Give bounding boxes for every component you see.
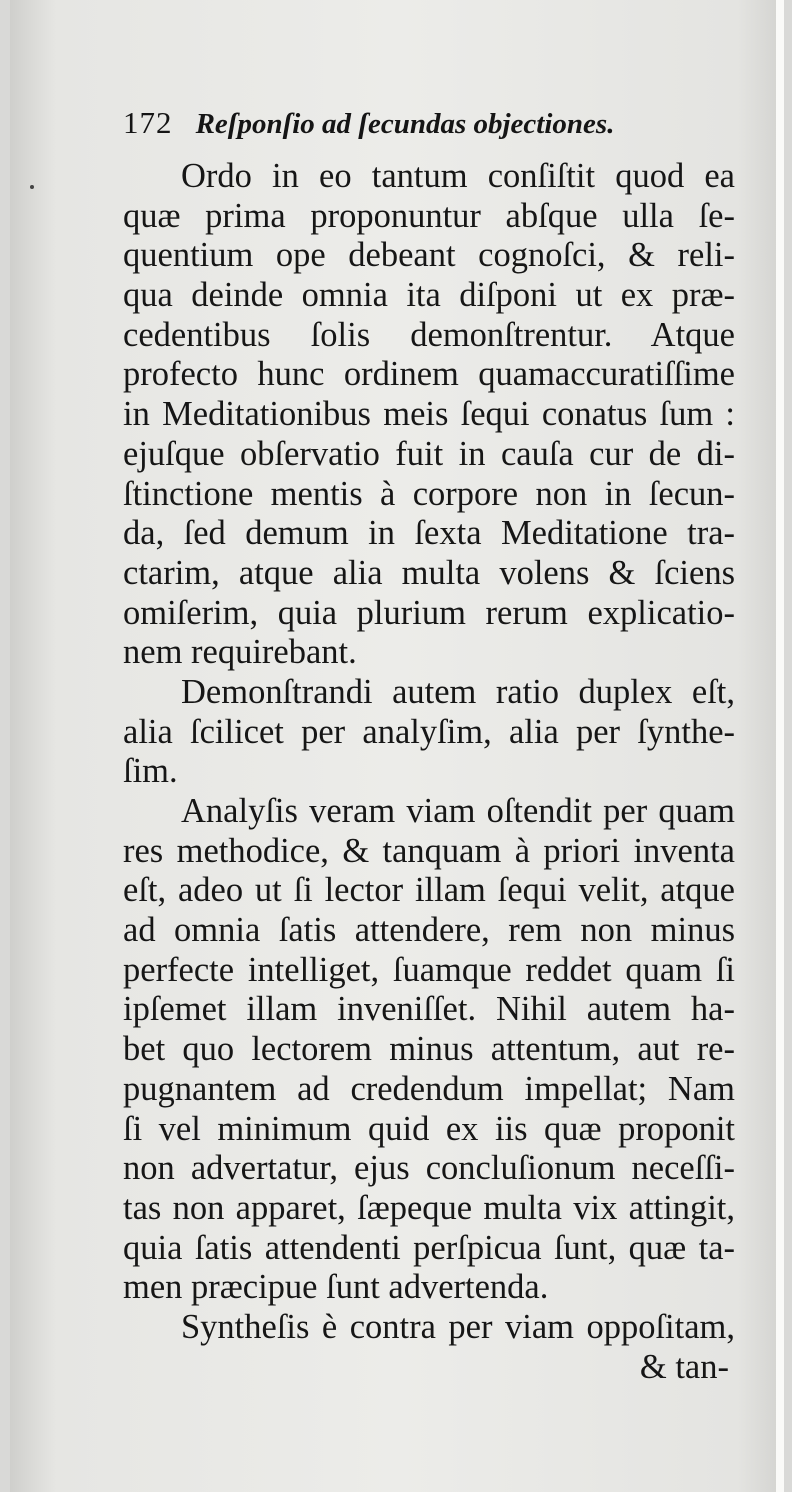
text-line: profecto hunc ordinem quamaccuratiſſime: [123, 355, 735, 394]
text-line: Syntheſis è contra per viam oppoſitam,: [181, 1307, 735, 1346]
text-line: quæ prima proponuntur abſque ulla ſe-: [123, 196, 735, 235]
text-line: pugnantem ad credendum impellat; Nam: [123, 1069, 735, 1108]
text-line: Ordo in eo tantum conſiſtit quod ea: [181, 157, 735, 195]
text-line: ejuſque obſervatio fuit in cauſa cur de di-: [123, 434, 735, 473]
body-text: [123, 157, 735, 1387]
text-line: quia ſatis attendenti perſpicua ſunt, quæ ta-: [123, 1228, 735, 1267]
text-line: cedentibus ſolis demonſtrentur. Atque: [123, 315, 735, 354]
text-line: res methodice, & tanquam à priori inventa: [123, 831, 735, 870]
text-line: Analyſis veram viam oſtendit per quam: [181, 792, 735, 830]
text-line: ſi vel minimum quid ex iis quæ proponit: [123, 1109, 735, 1148]
running-title: Reſponſio ad ſecundas objectiones.: [195, 108, 615, 140]
catchword: & tan-: [639, 1347, 729, 1386]
text-line: Demonſtrandi autem ratio duplex eſt,: [181, 672, 735, 711]
text-line: ctarim, atque alia multa volens & ſciens: [123, 553, 735, 592]
running-head: [123, 105, 763, 155]
book-page: [10, 0, 784, 1492]
text-line: omiſerim, quia plurium rerum explicatio-: [123, 593, 735, 632]
text-line: in Meditationibus meis ſequi conatus ſum :: [123, 395, 735, 434]
text-line: nem requirebant.: [123, 633, 357, 672]
text-line: ad omnia ſatis attendere, rem non minus: [123, 911, 735, 950]
page-edge: [776, 0, 784, 1492]
text-line: perfecte intelliget, ſuamque reddet quam ſi: [123, 950, 735, 989]
text-line: ſtinctione mentis à corpore non in ſecun-: [123, 474, 735, 513]
text-line: qua deinde omnia ita diſponi ut ex præ-: [123, 276, 735, 315]
text-line: men præcipue ſunt advertenda.: [123, 1268, 549, 1307]
text-line: ſim.: [123, 752, 178, 791]
text-line: quentium ope debeant cognoſci, & reli-: [123, 236, 735, 275]
ink-speck: [30, 185, 34, 189]
text-line: non advertatur, ejus concluſionum neceſſi-: [123, 1149, 735, 1188]
text-line: alia ſcilicet per analyſim, alia per ſynthe-: [123, 712, 735, 751]
text-line: eſt, adeo ut ſi lector illam ſequi velit, atque: [123, 871, 735, 910]
text-line: bet quo lectorem minus attentum, aut re-: [123, 1030, 735, 1069]
text-line: da, ſed demum in ſexta Meditatione tra-: [123, 514, 735, 553]
text-line: tas non apparet, ſæpeque multa vix attingit,: [123, 1188, 735, 1227]
text-line: ipſemet illam inveniſſet. Nihil autem ha-: [123, 990, 735, 1029]
page-number: 172: [123, 105, 173, 140]
